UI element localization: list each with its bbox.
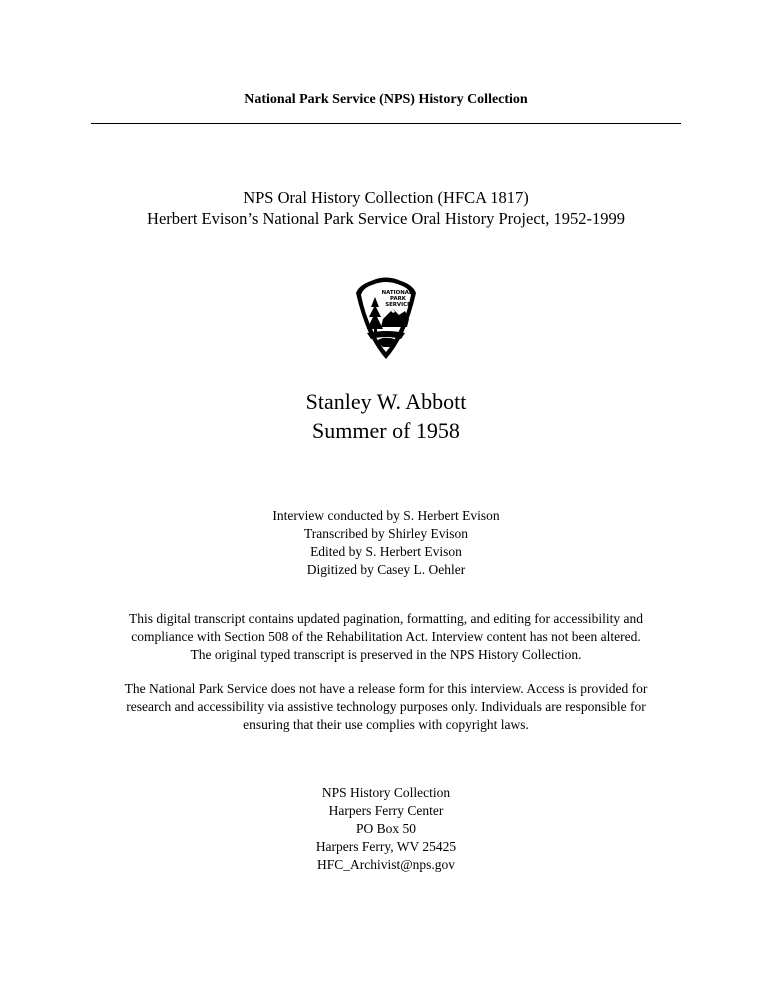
notice-line: compliance with Section 508 of the Rehabilitation Act. Interview content has not been altered. — [131, 629, 641, 644]
credit-line: Digitized by Casey L. Oehler — [306, 562, 466, 577]
logo-text-national: NATIONAL — [381, 290, 413, 296]
address-line: PO Box 50 — [355, 821, 416, 836]
header-divider — [91, 123, 681, 124]
collection-line-2: Herbert Evison’s National Park Service Oral History Project, 1952-1999 — [147, 209, 625, 228]
address-line: NPS History Collection — [321, 785, 451, 800]
address-line: Harpers Ferry Center — [328, 803, 444, 818]
notice-line: The original typed transcript is preserved in the NPS History Collection. — [190, 647, 582, 662]
contact-address — [0, 784, 772, 874]
logo-text-service: SERVICE — [385, 302, 411, 308]
nps-arrowhead-icon — [353, 275, 419, 361]
credits-block — [0, 507, 772, 579]
credit-line: Interview conducted by S. Herbert Evison — [272, 508, 500, 523]
collection-info — [0, 187, 772, 229]
interviewee-name: Stanley W. Abbott — [305, 389, 467, 414]
collection-header: National Park Service (NPS) History Collection — [244, 92, 528, 107]
credit-line: Transcribed by Shirley Evison — [303, 526, 469, 541]
address-line: Harpers Ferry, WV 25425 — [315, 839, 457, 854]
release-notice — [80, 680, 692, 734]
interview-title — [0, 387, 772, 445]
notice-line: This digital transcript contains updated pagination, formatting, and editing for accessibility and — [129, 611, 643, 626]
credit-line: Edited by S. Herbert Evison — [310, 544, 462, 559]
accessibility-notice — [80, 610, 692, 664]
nps-arrowhead-logo — [353, 275, 419, 361]
contact-email: HFC_Archivist@nps.gov — [316, 857, 456, 872]
collection-line-1: NPS Oral History Collection (HFCA 1817) — [243, 188, 529, 207]
notice-line: The National Park Service does not have a release form for this interview. Access is provided for — [124, 681, 648, 696]
interview-date: Summer of 1958 — [312, 418, 460, 443]
notice-line: ensuring that their use complies with copyright laws. — [243, 717, 529, 732]
notice-line: research and accessibility via assistive technology purposes only. Individuals are responsible for — [126, 699, 646, 714]
logo-text-park: PARK — [390, 296, 406, 302]
